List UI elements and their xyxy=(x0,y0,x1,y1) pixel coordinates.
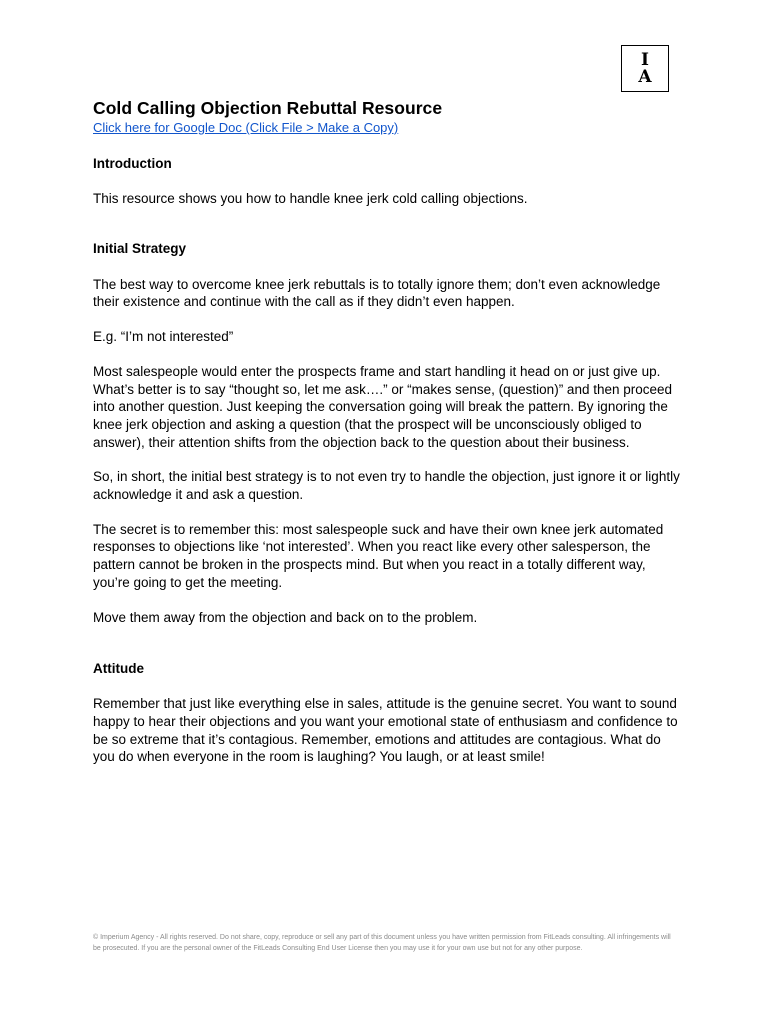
heading-introduction: Introduction xyxy=(93,156,172,171)
paragraph-strategy-example: E.g. “I’m not interested” xyxy=(93,329,234,345)
paragraph-strategy-4: The secret is to remember this: most salespeople suck and have their own knee jerk automated responses to objections like ‘not interested’. When you react like every other salesperson, the pattern cannot be broken in the prospects mind. But when you react in a totally different way, you’re going to get the meeting. xyxy=(93,521,664,590)
paragraph-attitude: Remember that just like everything else in sales, attitude is the genuine secret. You want to sound happy to hear their objections and you want your emotional state of enthusiasm and confidence to be so extreme that it’s contagious. Remember, emotions and attitudes are contagious. What do you do when everyone in the room is laughing? You laugh, or at least smile! xyxy=(93,696,678,765)
paragraph-intro: This resource shows you how to handle knee jerk cold calling objections. xyxy=(93,191,528,206)
logo-letter-a: A xyxy=(638,66,652,87)
heading-initial-strategy: Initial Strategy xyxy=(93,240,187,256)
document-body xyxy=(93,96,683,766)
paragraph-strategy-1: The best way to overcome knee jerk rebuttals is to totally ignore them; don’t even acknowledge their existence and continue with the call as if they didn’t even happen. xyxy=(93,276,661,310)
paragraph-strategy-3: So, in short, the initial best strategy is to not even try to handle the objection, just ignore it or lightly acknowledge it and ask a question. xyxy=(93,469,680,503)
copyright-footer: © Imperium Agency - All rights reserved. Do not share, copy, reproduce or sell any part of this document unless you have written permission from FitLeads consulting. All infringements will be prosecuted. If you are the personal owner of the FitLeads Consulting End User License then you may use it for your own use but not for any other purpose. xyxy=(93,934,671,952)
document-title: Cold Calling Objection Rebuttal Resource xyxy=(93,98,443,118)
brand-logo xyxy=(621,45,669,92)
heading-attitude: Attitude xyxy=(93,661,144,677)
paragraph-strategy-2: Most salespeople would enter the prospects frame and start handling it head on or just give up. What’s better is to say “thought so, let me ask….” or “makes sense, (question)” and then proceed into another question. Just keeping the conversation going will break the pattern. By ignoring the knee jerk objection and asking a question (that the prospect will be unconsciously obliged to answer), their attention shifts from the objection back to the question about their business. xyxy=(93,363,673,450)
logo-letter-i: I xyxy=(641,49,649,70)
paragraph-strategy-5: Move them away from the objection and back on to the problem. xyxy=(93,609,478,625)
google-doc-link[interactable]: Click here for Google Doc (Click File > Make a Copy) xyxy=(93,120,399,135)
